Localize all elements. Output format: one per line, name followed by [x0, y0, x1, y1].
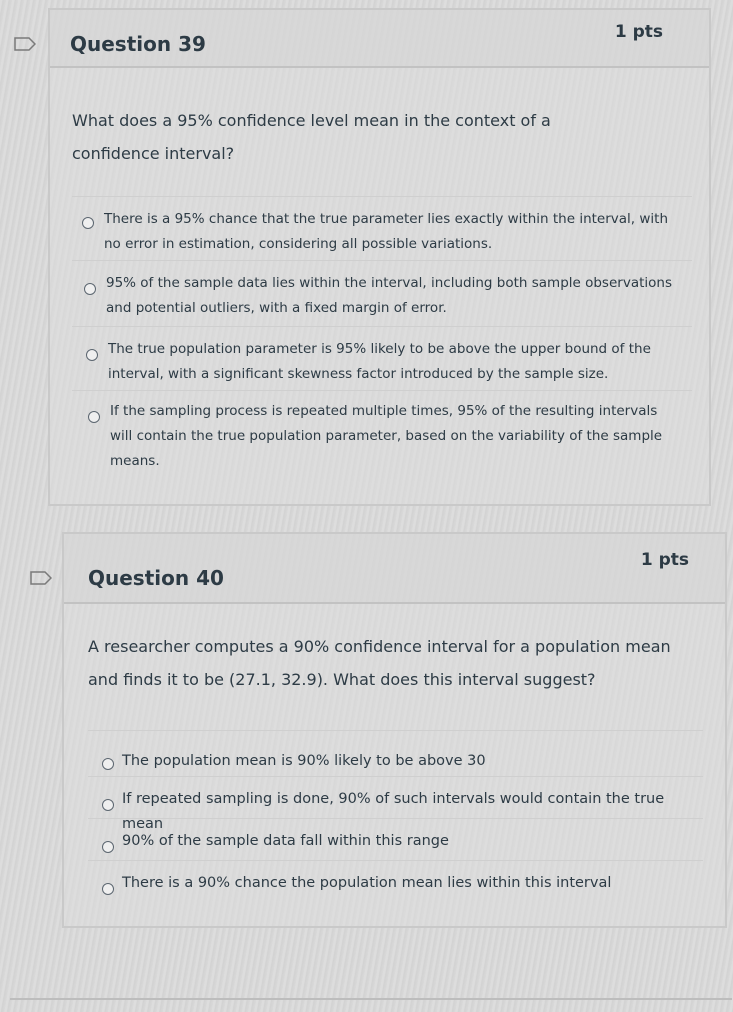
radio-button[interactable]	[84, 283, 96, 295]
question-40-answer-3[interactable]	[88, 818, 703, 858]
radio-button[interactable]	[88, 411, 100, 423]
question-39-title: Question 39	[70, 32, 206, 56]
question-40-header	[64, 534, 725, 604]
question-39-points: 1 pts	[614, 22, 663, 42]
radio-button[interactable]	[102, 799, 114, 811]
answer-label: If repeated sampling is done, 90% of such intervals would contain the true mean	[122, 791, 665, 832]
answer-label: 95% of the sample data lies within the interval, including both sample observations and potential outliers, with a fixed margin of error.	[106, 275, 672, 316]
answer-label: There is a 90% chance the population mean lies within this interval	[122, 875, 612, 891]
question-39-answer-3[interactable]	[72, 326, 692, 388]
page-divider	[10, 998, 732, 1000]
question-39-card	[48, 8, 711, 506]
radio-button[interactable]	[102, 883, 114, 895]
radio-button[interactable]	[86, 349, 98, 361]
answer-label: There is a 95% chance that the true parameter lies exactly within the interval, with no error in estimation, considering all possible variations.	[104, 211, 669, 252]
answer-label: The population mean is 90% likely to be above 30	[122, 753, 486, 769]
question-40-text: A researcher computes a 90% confidence interval for a population mean and finds it to be (27.1, 32.9). What does this interval suggest?	[88, 637, 671, 689]
radio-button[interactable]	[82, 217, 94, 229]
question-40-points: 1 pts	[640, 550, 689, 570]
flag-icon[interactable]	[14, 37, 36, 51]
question-40-answer-2[interactable]	[88, 776, 703, 832]
answer-label: If the sampling process is repeated multiple times, 95% of the resulting intervals will contain the true population parameter, based on the variability of the sample means.	[110, 403, 663, 469]
question-39-header	[50, 10, 709, 68]
radio-button[interactable]	[102, 758, 114, 770]
question-40-answer-1[interactable]	[88, 730, 703, 776]
question-40-answer-4[interactable]	[88, 860, 703, 904]
answer-label: The true population parameter is 95% likely to be above the upper bound of the interval, with a significant skewness factor introduced by the sample size.	[108, 341, 651, 382]
radio-button[interactable]	[102, 841, 114, 853]
question-39-text: What does a 95% confidence level mean in the context of a confidence interval?	[72, 111, 551, 163]
answer-label: 90% of the sample data fall within this range	[122, 833, 449, 849]
question-39-answer-1[interactable]	[72, 196, 692, 258]
flag-icon[interactable]	[30, 571, 52, 585]
question-40-card	[62, 532, 727, 928]
question-39-answer-4[interactable]	[72, 390, 692, 482]
question-39-answer-2[interactable]	[72, 260, 692, 322]
question-40-title: Question 40	[88, 566, 224, 590]
